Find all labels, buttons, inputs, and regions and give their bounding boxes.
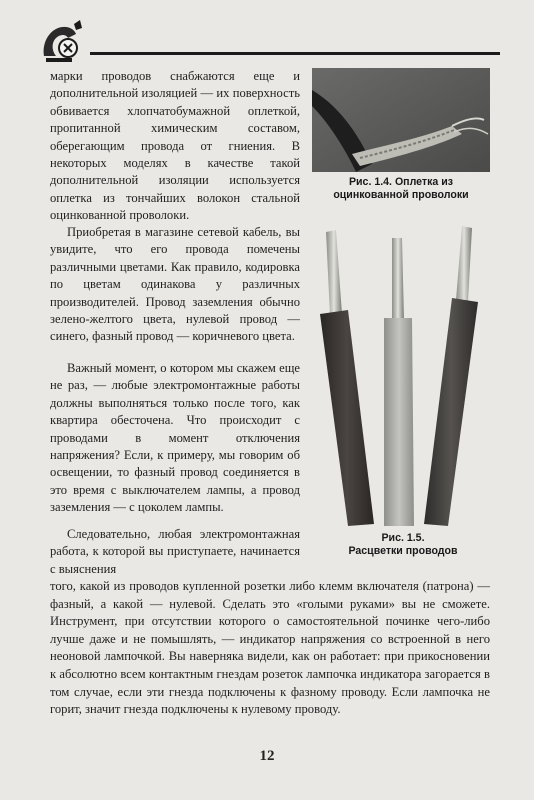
figure-1-5-caption <box>312 532 494 558</box>
wire-brown <box>320 310 374 526</box>
caption-line: Рис. 1.5. <box>381 532 425 544</box>
figure-1-4-caption <box>312 176 490 202</box>
header-rule <box>90 52 500 55</box>
electrician-logo-icon <box>38 18 84 66</box>
wire-core-1 <box>326 230 342 316</box>
paragraph-text: того, какой из проводов купленной розетки либо клемм включателя (патрона) — фазный, а какой — нулевой. Сделать это «голыми руками» вы не сможете. Инструмент, при отсутствии которого о самостоятельной починке чего-либо лучше даже и не помышлять, — индикатор напряжения со встроенной в него неоновой лампочкой. Вы наверняка видели, как он работает: при прикосновении к абсолютно всем контактным гнездам розеток лампочка индикатора загорается в том случае, если эти гнезда подключены к фазному проводу. Если лампочка не горит, значит гнезда подключены к нулевому проводу. <box>50 579 490 717</box>
page-number: 12 <box>259 748 275 764</box>
paragraph-1 <box>50 68 300 225</box>
figure-1-4-photo <box>312 68 490 172</box>
wire-green-yellow <box>424 298 478 526</box>
caption-line: Рис. 1.4. Оплетка из <box>348 176 454 188</box>
figure-1-5-photo <box>312 224 494 526</box>
paragraph-text: Следовательно, любая электромонтажная работа, к которой вы приступаете, начинается с выяснения <box>50 527 300 576</box>
paragraph-text: Важный момент, о котором мы скажем еще не раз, — любые электромонтажные работы должны выполняться только после того, как квартира обесточена. Что происходит с проводами в момент отключения напряжения? Если, к примеру, мы говорим об освещении, то фазный провод соединяется в это время с выключателем лампы, а провод заземления — с цоколем лампы. <box>50 361 300 515</box>
paragraph-text: марки проводов снабжаются еще и дополнительной изоляцией — их поверхность обвивается хлопчатобумажной оплеткой, пропитанной химическим составом, оберегающим провода от гниения. В некоторых моделях в качестве такой дополнительной изоляции используется оплетка из тончайших волокон стальной оцинкованной проволоки. <box>50 69 300 223</box>
paragraph-4 <box>50 526 300 578</box>
paragraph-4-continued <box>50 578 490 719</box>
wire-core-3 <box>456 226 472 302</box>
wire-core-2 <box>392 238 404 320</box>
caption-line: оцинкованной проволоки <box>333 189 469 201</box>
paragraph-2 <box>50 224 300 346</box>
caption-line: Расцветки проводов <box>348 545 458 557</box>
wire-blue <box>384 318 414 526</box>
paragraph-3 <box>50 360 300 517</box>
paragraph-text: Приобретая в магазине сетевой кабель, вы увидите, что его провода помечены различными цветами. Как правило, кодировка по цветам одинакова у различных производителей. Провод заземления обычно зелено-желтого цвета, нулевой провод — синего, фазный провод — коричневого цвета. <box>50 225 300 344</box>
